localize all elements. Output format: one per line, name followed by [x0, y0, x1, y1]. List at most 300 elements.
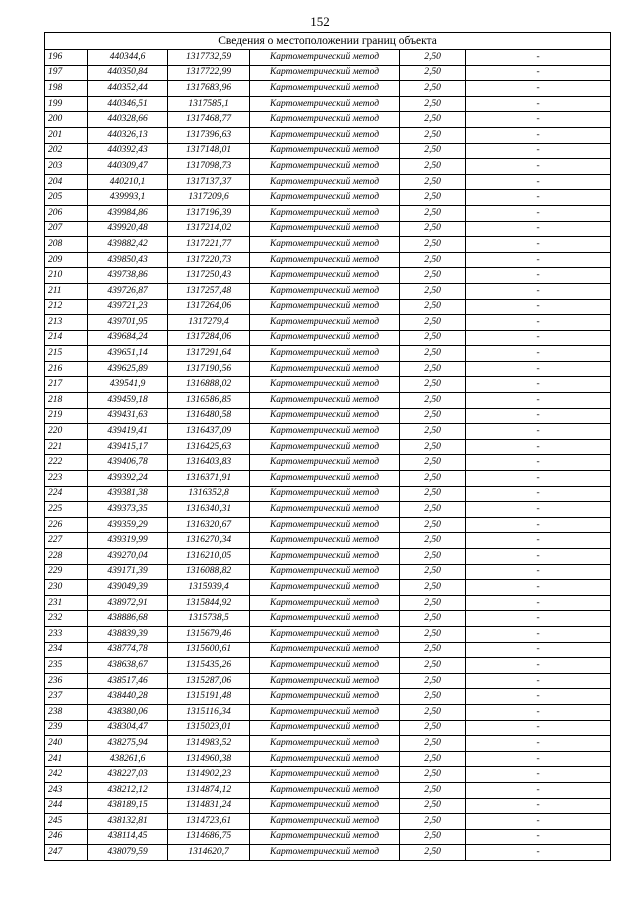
x-coordinate-cell: 440328,66: [88, 112, 168, 128]
accuracy-cell: 2,50: [400, 814, 466, 830]
x-coordinate-cell: 439726,87: [88, 283, 168, 299]
point-number-cell: 215: [45, 346, 88, 362]
note-cell: -: [466, 751, 611, 767]
note-cell: -: [466, 283, 611, 299]
coordinates-table: [44, 32, 611, 861]
method-cell: Картометрический метод: [250, 782, 400, 798]
y-coordinate-cell: 1316437,09: [168, 424, 250, 440]
method-cell: Картометрический метод: [250, 626, 400, 642]
x-coordinate-cell: 439684,24: [88, 330, 168, 346]
point-number-cell: 234: [45, 642, 88, 658]
y-coordinate-cell: 1317683,96: [168, 81, 250, 97]
note-cell: -: [466, 127, 611, 143]
point-number-cell: 198: [45, 81, 88, 97]
x-coordinate-cell: 440352,44: [88, 81, 168, 97]
accuracy-cell: 2,50: [400, 268, 466, 284]
method-cell: Картометрический метод: [250, 611, 400, 627]
accuracy-cell: 2,50: [400, 96, 466, 112]
accuracy-cell: 2,50: [400, 81, 466, 97]
x-coordinate-cell: 438261,6: [88, 751, 168, 767]
note-cell: -: [466, 782, 611, 798]
y-coordinate-cell: 1317209,6: [168, 190, 250, 206]
accuracy-cell: 2,50: [400, 439, 466, 455]
x-coordinate-cell: 438774,78: [88, 642, 168, 658]
x-coordinate-cell: 439721,23: [88, 299, 168, 315]
method-cell: Картометрический метод: [250, 658, 400, 674]
note-cell: -: [466, 424, 611, 440]
method-cell: Картометрический метод: [250, 720, 400, 736]
note-cell: -: [466, 143, 611, 159]
accuracy-cell: 2,50: [400, 580, 466, 596]
method-cell: Картометрический метод: [250, 486, 400, 502]
point-number-cell: 199: [45, 96, 88, 112]
point-number-cell: 221: [45, 439, 88, 455]
accuracy-cell: 2,50: [400, 237, 466, 253]
method-cell: Картометрический метод: [250, 424, 400, 440]
accuracy-cell: 2,50: [400, 517, 466, 533]
x-coordinate-cell: 438114,45: [88, 829, 168, 845]
y-coordinate-cell: 1317257,48: [168, 283, 250, 299]
method-cell: Картометрический метод: [250, 299, 400, 315]
method-cell: Картометрический метод: [250, 143, 400, 159]
y-coordinate-cell: 1314831,24: [168, 798, 250, 814]
method-cell: Картометрический метод: [250, 81, 400, 97]
note-cell: -: [466, 814, 611, 830]
note-cell: -: [466, 767, 611, 783]
table-row: [45, 471, 611, 487]
x-coordinate-cell: 440210,1: [88, 174, 168, 190]
y-coordinate-cell: 1315600,61: [168, 642, 250, 658]
x-coordinate-cell: 439701,95: [88, 315, 168, 331]
point-number-cell: 223: [45, 471, 88, 487]
point-number-cell: 213: [45, 315, 88, 331]
accuracy-cell: 2,50: [400, 642, 466, 658]
y-coordinate-cell: 1317279,4: [168, 315, 250, 331]
x-coordinate-cell: 440309,47: [88, 159, 168, 175]
note-cell: -: [466, 81, 611, 97]
y-coordinate-cell: 1317098,73: [168, 159, 250, 175]
method-cell: Картометрический метод: [250, 127, 400, 143]
accuracy-cell: 2,50: [400, 283, 466, 299]
point-number-cell: 245: [45, 814, 88, 830]
accuracy-cell: 2,50: [400, 221, 466, 237]
method-cell: Картометрический метод: [250, 549, 400, 565]
y-coordinate-cell: 1316088,82: [168, 564, 250, 580]
table-row: [45, 127, 611, 143]
x-coordinate-cell: 438886,68: [88, 611, 168, 627]
x-coordinate-cell: 439993,1: [88, 190, 168, 206]
x-coordinate-cell: 439625,89: [88, 361, 168, 377]
point-number-cell: 209: [45, 252, 88, 268]
accuracy-cell: 2,50: [400, 736, 466, 752]
method-cell: Картометрический метод: [250, 533, 400, 549]
point-number-cell: 232: [45, 611, 88, 627]
y-coordinate-cell: 1316586,85: [168, 393, 250, 409]
y-coordinate-cell: 1316888,02: [168, 377, 250, 393]
x-coordinate-cell: 440392,43: [88, 143, 168, 159]
accuracy-cell: 2,50: [400, 65, 466, 81]
y-coordinate-cell: 1315116,34: [168, 704, 250, 720]
note-cell: -: [466, 611, 611, 627]
point-number-cell: 200: [45, 112, 88, 128]
x-coordinate-cell: 438972,91: [88, 595, 168, 611]
point-number-cell: 229: [45, 564, 88, 580]
table-row: [45, 798, 611, 814]
x-coordinate-cell: 438132,81: [88, 814, 168, 830]
method-cell: Картометрический метод: [250, 751, 400, 767]
method-cell: Картометрический метод: [250, 190, 400, 206]
table-header-row: [45, 33, 611, 50]
accuracy-cell: 2,50: [400, 377, 466, 393]
x-coordinate-cell: 438227,03: [88, 767, 168, 783]
accuracy-cell: 2,50: [400, 50, 466, 66]
x-coordinate-cell: 438304,47: [88, 720, 168, 736]
note-cell: -: [466, 502, 611, 518]
accuracy-cell: 2,50: [400, 455, 466, 471]
table-row: [45, 689, 611, 705]
note-cell: -: [466, 626, 611, 642]
y-coordinate-cell: 1315287,06: [168, 673, 250, 689]
y-coordinate-cell: 1316210,05: [168, 549, 250, 565]
x-coordinate-cell: 439270,04: [88, 549, 168, 565]
method-cell: Картометрический метод: [250, 112, 400, 128]
x-coordinate-cell: 438638,67: [88, 658, 168, 674]
table-row: [45, 533, 611, 549]
note-cell: -: [466, 642, 611, 658]
point-number-cell: 226: [45, 517, 88, 533]
y-coordinate-cell: 1317250,43: [168, 268, 250, 284]
accuracy-cell: 2,50: [400, 486, 466, 502]
point-number-cell: 228: [45, 549, 88, 565]
x-coordinate-cell: 440350,84: [88, 65, 168, 81]
table-row: [45, 330, 611, 346]
note-cell: -: [466, 112, 611, 128]
table-row: [45, 751, 611, 767]
y-coordinate-cell: 1314902,23: [168, 767, 250, 783]
point-number-cell: 222: [45, 455, 88, 471]
method-cell: Картометрический метод: [250, 96, 400, 112]
method-cell: Картометрический метод: [250, 346, 400, 362]
point-number-cell: 202: [45, 143, 88, 159]
note-cell: -: [466, 689, 611, 705]
table-body: [45, 50, 611, 861]
x-coordinate-cell: 439381,38: [88, 486, 168, 502]
table-title: Сведения о местоположении границ объекта: [45, 33, 611, 50]
method-cell: Картометрический метод: [250, 564, 400, 580]
note-cell: -: [466, 658, 611, 674]
note-cell: -: [466, 517, 611, 533]
method-cell: Картометрический метод: [250, 50, 400, 66]
x-coordinate-cell: 439171,39: [88, 564, 168, 580]
table-row: [45, 221, 611, 237]
method-cell: Картометрический метод: [250, 361, 400, 377]
note-cell: -: [466, 299, 611, 315]
page-number: 152: [310, 14, 330, 29]
table-row: [45, 424, 611, 440]
accuracy-cell: 2,50: [400, 159, 466, 175]
point-number-cell: 231: [45, 595, 88, 611]
y-coordinate-cell: 1317214,02: [168, 221, 250, 237]
y-coordinate-cell: 1317220,73: [168, 252, 250, 268]
point-number-cell: 224: [45, 486, 88, 502]
method-cell: Картометрический метод: [250, 205, 400, 221]
note-cell: -: [466, 455, 611, 471]
y-coordinate-cell: 1316403,83: [168, 455, 250, 471]
point-number-cell: 242: [45, 767, 88, 783]
note-cell: -: [466, 96, 611, 112]
x-coordinate-cell: 439651,14: [88, 346, 168, 362]
table-row: [45, 190, 611, 206]
note-cell: -: [466, 174, 611, 190]
point-number-cell: 235: [45, 658, 88, 674]
point-number-cell: 207: [45, 221, 88, 237]
y-coordinate-cell: 1314723,61: [168, 814, 250, 830]
y-coordinate-cell: 1317190,56: [168, 361, 250, 377]
table-row: [45, 595, 611, 611]
method-cell: Картометрический метод: [250, 268, 400, 284]
accuracy-cell: 2,50: [400, 112, 466, 128]
method-cell: Картометрический метод: [250, 642, 400, 658]
accuracy-cell: 2,50: [400, 408, 466, 424]
y-coordinate-cell: 1314874,12: [168, 782, 250, 798]
accuracy-cell: 2,50: [400, 611, 466, 627]
method-cell: Картометрический метод: [250, 283, 400, 299]
table-row: [45, 174, 611, 190]
point-number-cell: 239: [45, 720, 88, 736]
y-coordinate-cell: 1315939,4: [168, 580, 250, 596]
accuracy-cell: 2,50: [400, 330, 466, 346]
point-number-cell: 204: [45, 174, 88, 190]
point-number-cell: 240: [45, 736, 88, 752]
method-cell: Картометрический метод: [250, 455, 400, 471]
y-coordinate-cell: 1317722,99: [168, 65, 250, 81]
method-cell: Картометрический метод: [250, 845, 400, 861]
y-coordinate-cell: 1315435,26: [168, 658, 250, 674]
point-number-cell: 203: [45, 159, 88, 175]
accuracy-cell: 2,50: [400, 673, 466, 689]
accuracy-cell: 2,50: [400, 424, 466, 440]
y-coordinate-cell: 1317137,37: [168, 174, 250, 190]
y-coordinate-cell: 1317284,06: [168, 330, 250, 346]
point-number-cell: 205: [45, 190, 88, 206]
note-cell: -: [466, 237, 611, 253]
accuracy-cell: 2,50: [400, 782, 466, 798]
table-row: [45, 736, 611, 752]
point-number-cell: 211: [45, 283, 88, 299]
x-coordinate-cell: 439419,41: [88, 424, 168, 440]
note-cell: -: [466, 393, 611, 409]
y-coordinate-cell: 1315679,46: [168, 626, 250, 642]
table-row: [45, 252, 611, 268]
point-number-cell: 246: [45, 829, 88, 845]
x-coordinate-cell: 439359,29: [88, 517, 168, 533]
table-row: [45, 346, 611, 362]
method-cell: Картометрический метод: [250, 393, 400, 409]
x-coordinate-cell: 439392,24: [88, 471, 168, 487]
note-cell: -: [466, 720, 611, 736]
point-number-cell: 236: [45, 673, 88, 689]
accuracy-cell: 2,50: [400, 252, 466, 268]
method-cell: Картометрический метод: [250, 237, 400, 253]
x-coordinate-cell: 439920,48: [88, 221, 168, 237]
method-cell: Картометрический метод: [250, 829, 400, 845]
accuracy-cell: 2,50: [400, 299, 466, 315]
note-cell: -: [466, 377, 611, 393]
accuracy-cell: 2,50: [400, 315, 466, 331]
table-row: [45, 626, 611, 642]
table-row: [45, 408, 611, 424]
point-number-cell: 208: [45, 237, 88, 253]
x-coordinate-cell: 440346,51: [88, 96, 168, 112]
accuracy-cell: 2,50: [400, 533, 466, 549]
note-cell: -: [466, 595, 611, 611]
accuracy-cell: 2,50: [400, 346, 466, 362]
table-row: [45, 361, 611, 377]
table-row: [45, 814, 611, 830]
method-cell: Картометрический метод: [250, 689, 400, 705]
method-cell: Картометрический метод: [250, 736, 400, 752]
point-number-cell: 214: [45, 330, 88, 346]
point-number-cell: 227: [45, 533, 88, 549]
accuracy-cell: 2,50: [400, 689, 466, 705]
method-cell: Картометрический метод: [250, 65, 400, 81]
table-row: [45, 65, 611, 81]
accuracy-cell: 2,50: [400, 471, 466, 487]
point-number-cell: 225: [45, 502, 88, 518]
point-number-cell: 244: [45, 798, 88, 814]
y-coordinate-cell: 1315023,01: [168, 720, 250, 736]
accuracy-cell: 2,50: [400, 143, 466, 159]
table-row: [45, 517, 611, 533]
accuracy-cell: 2,50: [400, 720, 466, 736]
accuracy-cell: 2,50: [400, 502, 466, 518]
y-coordinate-cell: 1316480,58: [168, 408, 250, 424]
x-coordinate-cell: 438212,12: [88, 782, 168, 798]
point-number-cell: 212: [45, 299, 88, 315]
accuracy-cell: 2,50: [400, 845, 466, 861]
note-cell: -: [466, 486, 611, 502]
note-cell: -: [466, 533, 611, 549]
y-coordinate-cell: 1317396,63: [168, 127, 250, 143]
y-coordinate-cell: 1314686,75: [168, 829, 250, 845]
table-row: [45, 81, 611, 97]
note-cell: -: [466, 471, 611, 487]
method-cell: Картометрический метод: [250, 798, 400, 814]
x-coordinate-cell: 438079,59: [88, 845, 168, 861]
x-coordinate-cell: 440326,13: [88, 127, 168, 143]
table-row: [45, 50, 611, 66]
method-cell: Картометрический метод: [250, 471, 400, 487]
table-row: [45, 580, 611, 596]
table-row: [45, 377, 611, 393]
note-cell: -: [466, 439, 611, 455]
table-row: [45, 658, 611, 674]
note-cell: -: [466, 268, 611, 284]
table-row: [45, 237, 611, 253]
table-row: [45, 767, 611, 783]
point-number-cell: 243: [45, 782, 88, 798]
note-cell: -: [466, 829, 611, 845]
table-row: [45, 642, 611, 658]
x-coordinate-cell: 440344,6: [88, 50, 168, 66]
note-cell: -: [466, 330, 611, 346]
table-row: [45, 455, 611, 471]
point-number-cell: 218: [45, 393, 88, 409]
x-coordinate-cell: 439415,17: [88, 439, 168, 455]
y-coordinate-cell: 1317291,64: [168, 346, 250, 362]
table-row: [45, 845, 611, 861]
method-cell: Картометрический метод: [250, 252, 400, 268]
table-row: [45, 283, 611, 299]
y-coordinate-cell: 1316352,8: [168, 486, 250, 502]
y-coordinate-cell: 1314983,52: [168, 736, 250, 752]
accuracy-cell: 2,50: [400, 829, 466, 845]
method-cell: Картометрический метод: [250, 502, 400, 518]
x-coordinate-cell: 438440,28: [88, 689, 168, 705]
table-row: [45, 268, 611, 284]
point-number-cell: 206: [45, 205, 88, 221]
method-cell: Картометрический метод: [250, 221, 400, 237]
point-number-cell: 247: [45, 845, 88, 861]
y-coordinate-cell: 1317585,1: [168, 96, 250, 112]
point-number-cell: 201: [45, 127, 88, 143]
accuracy-cell: 2,50: [400, 751, 466, 767]
point-number-cell: 219: [45, 408, 88, 424]
x-coordinate-cell: 438275,94: [88, 736, 168, 752]
x-coordinate-cell: 439850,43: [88, 252, 168, 268]
x-coordinate-cell: 439882,42: [88, 237, 168, 253]
y-coordinate-cell: 1317148,01: [168, 143, 250, 159]
note-cell: -: [466, 190, 611, 206]
point-number-cell: 233: [45, 626, 88, 642]
y-coordinate-cell: 1316371,91: [168, 471, 250, 487]
table-row: [45, 611, 611, 627]
note-cell: -: [466, 408, 611, 424]
y-coordinate-cell: 1316340,31: [168, 502, 250, 518]
table-row: [45, 502, 611, 518]
table-row: [45, 143, 611, 159]
point-number-cell: 210: [45, 268, 88, 284]
method-cell: Картометрический метод: [250, 517, 400, 533]
x-coordinate-cell: 439738,86: [88, 268, 168, 284]
note-cell: -: [466, 564, 611, 580]
x-coordinate-cell: 439319,99: [88, 533, 168, 549]
x-coordinate-cell: 439459,18: [88, 393, 168, 409]
note-cell: -: [466, 50, 611, 66]
y-coordinate-cell: 1315738,5: [168, 611, 250, 627]
method-cell: Картометрический метод: [250, 704, 400, 720]
y-coordinate-cell: 1314960,38: [168, 751, 250, 767]
method-cell: Картометрический метод: [250, 767, 400, 783]
table-row: [45, 159, 611, 175]
method-cell: Картометрический метод: [250, 174, 400, 190]
table-row: [45, 720, 611, 736]
method-cell: Картометрический метод: [250, 315, 400, 331]
table-row: [45, 486, 611, 502]
point-number-cell: 196: [45, 50, 88, 66]
note-cell: -: [466, 580, 611, 596]
accuracy-cell: 2,50: [400, 190, 466, 206]
note-cell: -: [466, 252, 611, 268]
table-row: [45, 299, 611, 315]
table-row: [45, 393, 611, 409]
accuracy-cell: 2,50: [400, 564, 466, 580]
x-coordinate-cell: 439373,35: [88, 502, 168, 518]
note-cell: -: [466, 65, 611, 81]
point-number-cell: 230: [45, 580, 88, 596]
method-cell: Картометрический метод: [250, 595, 400, 611]
y-coordinate-cell: 1317264,06: [168, 299, 250, 315]
